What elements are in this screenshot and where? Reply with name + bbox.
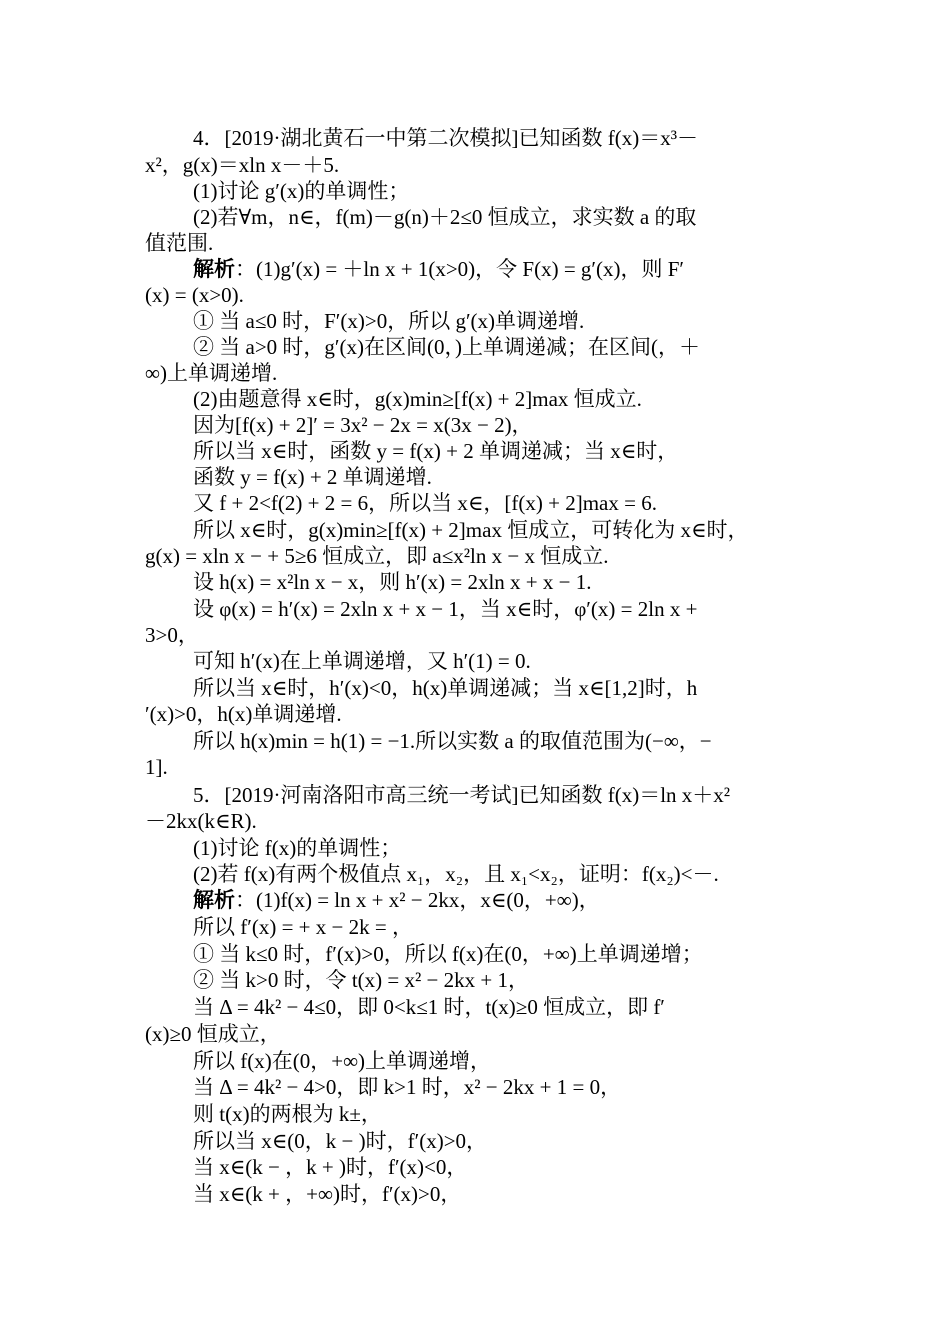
text-line: 值范围. xyxy=(145,231,214,255)
text-line xyxy=(193,887,853,913)
text-line: 所以 x∈时，g(x)min≥[f(x) + 2]max 恒成立，可转化为 x∈时， xyxy=(193,518,749,542)
text-line: ′(x)>0，h(x)单调递增. xyxy=(145,702,342,726)
text-line: 3>0， xyxy=(145,623,199,647)
text-line: 所以 f(x)在(0，+∞)上单调递增， xyxy=(193,1049,492,1073)
text-line: ∞)上单调递增. xyxy=(145,361,278,385)
text-line: 当 Δ = 4k² − 4≤0，即 0<k≤1 时，t(x)≥0 恒成立，即 f′ xyxy=(193,995,665,1019)
text-line: 当 Δ = 4k² − 4>0，即 k>1 时，x² − 2kx + 1 = 0， xyxy=(193,1075,622,1099)
text-line: 1]. xyxy=(145,755,168,779)
text-line: 可知 h′(x)在上单调递增，又 h′(1) = 0. xyxy=(193,649,531,673)
text-line: ① 当 a≤0 时，F′(x)>0，所以 g′(x)单调递增. xyxy=(193,309,585,333)
text-line: 当 x∈(k + ，+∞)时，f′(x)>0， xyxy=(193,1182,462,1206)
text-line: 又 f + 2<f(2) + 2 = 6，所以当 x∈，[f(x) + 2]max = 6. xyxy=(193,491,657,515)
solution-label: 解析 xyxy=(193,888,235,912)
text-line: 设 h(x) = x²ln x − x，则 h′(x) = 2xln x + x − 1. xyxy=(193,570,592,594)
text-line: (1)讨论 g′(x)的单调性； xyxy=(193,179,410,203)
text-line: g(x) = xln x − + 5≥6 恒成立，即 a≤x²ln x − x 恒成立. xyxy=(145,544,609,568)
text-span: ：(1)f(x) = ln x + x² − 2kx，x∈(0，+∞)， xyxy=(235,888,600,912)
text-line: 所以当 x∈时，h′(x)<0，h(x)单调递减；当 x∈[1,2]时，h xyxy=(193,676,698,700)
text-line: 所以 f′(x) = + x − 2k = ， xyxy=(193,915,413,939)
text-line: x²，g(x)＝xln x－＋5. xyxy=(145,153,340,177)
text-line: (x) = (x>0). xyxy=(145,283,244,307)
text-line: (2)由题意得 x∈时，g(x)min≥[f(x) + 2]max 恒成立. xyxy=(193,387,642,411)
text-line: 5．[2019·河南洛阳市高三统一考试]已知函数 f(x)＝ln x＋x² xyxy=(193,783,731,807)
text-line: 所以当 x∈时，函数 y = f(x) + 2 单调递减；当 x∈时， xyxy=(193,439,679,463)
text-line: (x)≥0 恒成立， xyxy=(145,1022,281,1046)
text-line: (2)若∀m，n∈，f(m)－g(n)＋2≤0 恒成立，求实数 a 的取 xyxy=(193,205,697,229)
text-line: ① 当 k≤0 时，f′(x)>0，所以 f(x)在(0，+∞)上单调递增； xyxy=(193,942,703,966)
text-line: 4．[2019·湖北黄石一中第二次模拟]已知函数 f(x)＝x³－ xyxy=(193,126,699,150)
text-line: (1)讨论 f(x)的单调性； xyxy=(193,836,402,860)
solution-label: 解析 xyxy=(193,257,235,281)
text-line: 当 x∈(k − ，k + )时，f′(x)<0， xyxy=(193,1155,468,1179)
text-line: 所以当 x∈(0，k − )时，f′(x)>0， xyxy=(193,1129,488,1153)
text-line: ② 当 a>0 时，g′(x)在区间(0，)上单调递减；在区间(，＋ xyxy=(193,335,700,359)
text-line: 函数 y = f(x) + 2 单调递增. xyxy=(193,465,432,489)
text-line: (2)若 f(x)有两个极值点 x₁，x₂，且 x₁<x₂，证明：f(x₂)<－. xyxy=(193,862,719,886)
text-line: ② 当 k>0 时，令 t(x) = x² − 2kx + 1， xyxy=(193,968,529,992)
text-line: －2kx(k∈R). xyxy=(145,809,257,833)
text-line: 所以 h(x)min = h(1) = −1.所以实数 a 的取值范围为(−∞，− xyxy=(193,729,712,753)
text-line: 则 t(x)的两根为 k±， xyxy=(193,1102,382,1126)
text-line: 因为[f(x) + 2]′ = 3x² − 2x = x(3x − 2)， xyxy=(193,413,533,437)
text-line: 设 φ(x) = h′(x) = 2xln x + x − 1，当 x∈时，φ′(x) = 2ln x + xyxy=(193,597,698,621)
text-span: ：(1)g′(x) = ＋ln x + 1(x>0)，令 F(x) = g′(x)，则 F′ xyxy=(235,257,685,281)
text-line xyxy=(193,256,853,282)
